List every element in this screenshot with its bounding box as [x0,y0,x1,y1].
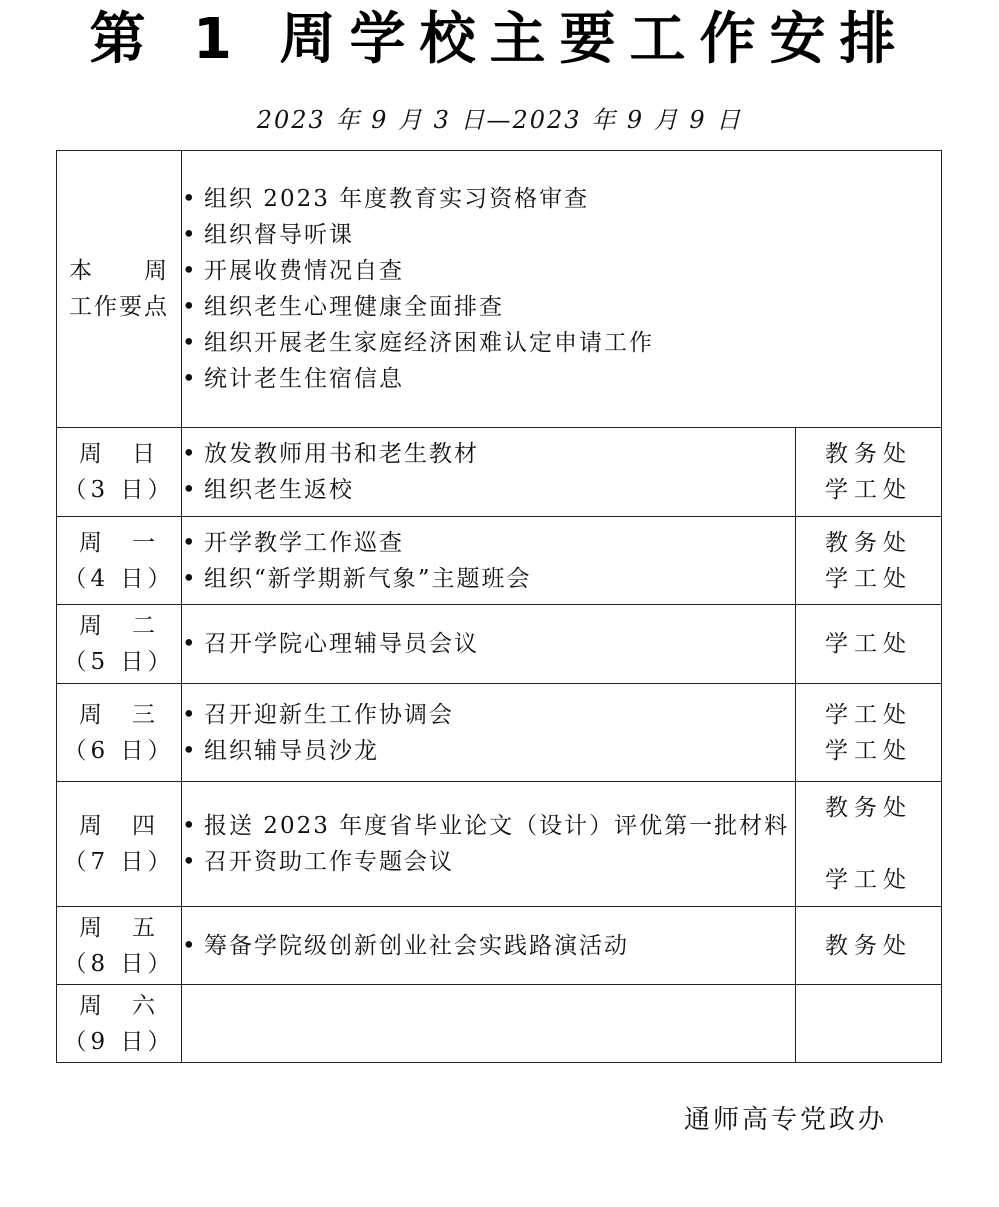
day-prefix: 周 [79,441,106,467]
list-item: • 统计老生住宿信息 [182,361,941,397]
day-date: （4 日） [63,565,175,592]
list-item: • 开展收费情况自查 [182,253,941,289]
signature: 通师高专党政办 [684,1105,888,1135]
table-row [57,605,942,684]
day-date: （9 日） [63,1028,175,1055]
dept-label: 教务处 [825,529,912,556]
tasks-cell [182,517,796,605]
week-label-char-2: 周 [144,258,169,284]
table-row [57,684,942,782]
list-item: • 组织开展老生家庭经济困难认定申请工作 [182,325,941,361]
tasks-cell [182,985,796,1063]
day-suffix: 日 [132,441,159,467]
week-summary-label [57,151,182,428]
dept-label: 学工处 [825,701,912,728]
dept-cell [796,428,942,517]
dept-label: 学工处 [825,631,912,657]
dept-label: 学工处 [825,867,912,893]
list-item: • 放发教师用书和老生教材 [182,436,795,472]
list-item: • 报送 2023 年度省毕业论文（设计）评优第一批材料 [182,808,795,844]
day-cell [57,428,182,517]
table-row [57,428,942,517]
list-item: • 召开资助工作专题会议 [182,844,795,880]
list-item: • 组织督导听课 [182,217,941,253]
list-item: • 筹备学院级创新创业社会实践路演活动 [182,928,795,964]
list-item: • 组织老生返校 [182,472,795,508]
table-row [57,907,942,985]
day-prefix: 周 [79,701,106,728]
table-row [57,985,942,1063]
list-item: • 组织 2023 年度教育实习资格审查 [182,181,941,217]
day-cell [57,684,182,782]
schedule-table [56,150,942,1063]
tasks-cell [182,907,796,985]
dept-label: 学工处 [825,737,912,764]
dept-cell [796,985,942,1063]
dept-cell [796,907,942,985]
tasks-cell [182,684,796,782]
table-row [57,782,942,907]
list-item: • 组织“新学期新气象”主题班会 [182,561,795,597]
dept-label: 教务处 [825,795,912,821]
day-date: （6 日） [63,737,175,764]
table-row [57,517,942,605]
page-title: 第 1 周学校主要工作安排 [89,7,910,72]
dept-label: 学工处 [825,565,912,592]
week-label-line-2: 工作要点 [69,294,169,320]
tasks-cell [182,428,796,517]
day-prefix: 周 [79,992,106,1019]
dept-cell [796,517,942,605]
day-prefix: 周 [79,813,106,839]
day-date: （8 日） [63,950,175,977]
day-date: （3 日） [63,477,175,503]
day-date: （7 日） [63,849,175,875]
dept-spacer [796,826,941,862]
date-range: 2023 年 9 月 3 日—2023 年 9 月 9 日 [256,106,743,134]
list-item: • 组织老生心理健康全面排查 [182,289,941,325]
list-item: • 召开学院心理辅导员会议 [182,626,795,662]
tasks-cell [182,605,796,684]
day-date: （5 日） [63,649,175,675]
day-prefix: 周 [79,529,106,556]
day-suffix: 四 [132,813,159,839]
dept-label: 教务处 [825,441,912,467]
tasks-cell [182,782,796,907]
day-suffix: 二 [132,613,159,639]
day-cell [57,907,182,985]
day-suffix: 一 [132,529,159,556]
dept-cell [796,605,942,684]
day-cell [57,985,182,1063]
dept-cell [796,684,942,782]
day-prefix: 周 [79,914,106,941]
day-cell [57,782,182,907]
day-cell [57,517,182,605]
week-summary-items [182,151,942,428]
dept-cell [796,782,942,907]
day-cell [57,605,182,684]
day-suffix: 六 [132,992,159,1019]
list-item: • 组织辅导员沙龙 [182,733,795,769]
week-label-char-1: 本 [69,258,94,284]
day-suffix: 三 [132,701,159,728]
list-item: • 召开迎新生工作协调会 [182,697,795,733]
dept-label: 学工处 [825,477,912,503]
day-suffix: 五 [132,914,159,941]
list-item: • 开学教学工作巡查 [182,525,795,561]
day-prefix: 周 [79,613,106,639]
week-summary-row [57,151,942,428]
dept-label: 教务处 [825,932,912,959]
